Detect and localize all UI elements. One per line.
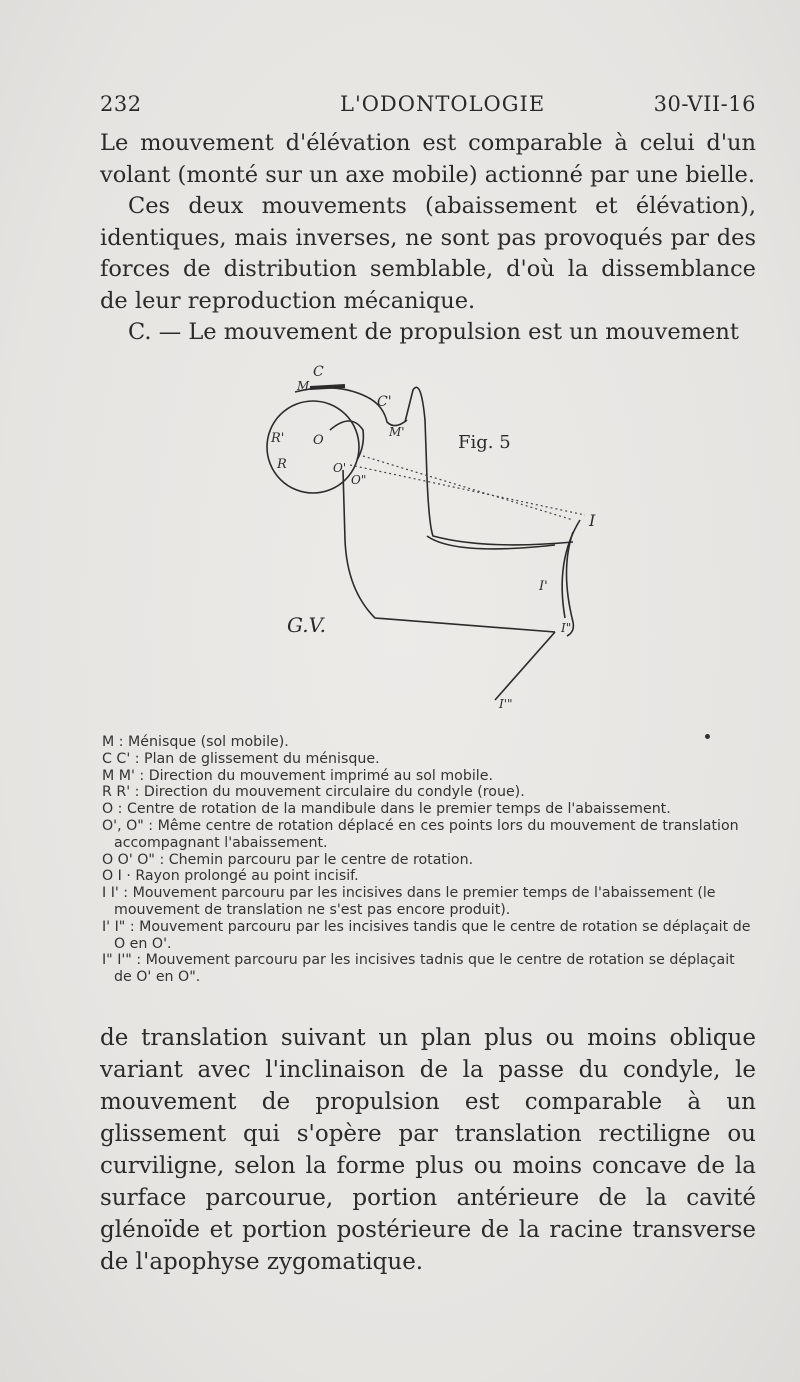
legend-item: O', O" : Même centre de rotation déplacé en ces points lors du mouvement de translation accompagnant l'abaissement. <box>102 817 739 851</box>
legend-item: R R' : Direction du mouvement circulaire du condyle (roue). <box>102 784 525 801</box>
paragraph: Ces deux mouvements (abaissement et élévation), identiques, mais inverses, ne sont pas provoqués par des forces de distribution semblable, d'où la dissemblance de leur reproduction mécanique. <box>100 193 756 314</box>
figure-5-diagram <box>255 360 615 710</box>
label-m: M <box>297 379 310 393</box>
incisor-arc-1 <box>562 520 580 618</box>
label-o-double: O" <box>351 473 367 487</box>
legend-item: I' I" : Mouvement parcouru par les incisives tandis que le centre de rotation se déplaçait de O en O'. <box>102 918 751 952</box>
label-c-prime: C' <box>377 394 392 410</box>
alveolar-line <box>427 536 555 549</box>
paragraph: Le mouvement d'élévation est comparable à celui d'un volant (monté sur un axe mobile) actionné par une bielle. <box>100 130 756 188</box>
mandible-sketch <box>255 360 615 710</box>
radius-o-i-prime <box>363 456 573 520</box>
paragraph: C. — Le mouvement de propulsion est un mouvement <box>128 319 739 345</box>
label-i-double: I" <box>561 621 572 635</box>
mandible-lower-border <box>343 470 555 632</box>
label-c: C <box>313 364 324 380</box>
ink-dot <box>705 734 710 739</box>
legend-item: O I · Rayon prolongé au point incisif. <box>102 868 359 885</box>
label-m-prime: M' <box>389 425 405 439</box>
running-header <box>100 92 756 124</box>
issue-date: 30-VII-16 <box>653 92 756 116</box>
paragraph: de translation suivant un plan plus ou moins oblique variant avec l'inclinaison de la passe du condyle, le mouvement de propulsion est comparable à un glissement qui s'opère par translation rectiligne ou curviligne, selon la forme plus ou moins concave de la surface parcourue, portion antérieure de la cavité glénoïde et portion postérieure de la racine transverse de l'apophyse zygomatique. <box>100 1025 756 1275</box>
label-r: R <box>277 457 287 472</box>
page-number: 232 <box>100 92 142 116</box>
meniscus-bar <box>310 386 345 388</box>
label-o-prime: O' <box>333 461 347 475</box>
coronoid-outline <box>405 387 573 545</box>
journal-title: L'ODONTOLOGIE <box>340 92 546 116</box>
top-text <box>100 128 756 349</box>
legend-item: I" I'" : Mouvement parcouru par les incisives tadnis que le centre de rotation se déplaçait de O' en O". <box>102 952 735 986</box>
legend-item: C C' : Plan de glissement du ménisque. <box>102 750 380 767</box>
radius-o-i <box>350 465 585 515</box>
legend-item: M : Ménisque (sol mobile). <box>102 734 289 750</box>
label-r-prime: R' <box>271 431 285 446</box>
label-o: O <box>313 433 324 448</box>
legend-item: O : Centre de rotation de la mandibule dans le premier temps de l'abaissement. <box>102 801 671 818</box>
label-i-triple: I'" <box>499 697 513 710</box>
legend-item: M M' : Direction du mouvement imprimé au sol mobile. <box>102 767 493 784</box>
signature: G.V. <box>287 613 326 637</box>
label-i-prime: I' <box>539 579 548 594</box>
figure-label: Fig. 5 <box>458 432 511 453</box>
legend-item: I I' : Mouvement parcouru par les incisives dans le premier temps de l'abaissement (le mouvement de translation ne s'est pas encore produit). <box>102 885 716 918</box>
figure-legend <box>102 734 756 986</box>
legend-item: O O' O" : Chemin parcouru par le centre de rotation. <box>102 851 474 868</box>
incisor-path-3 <box>495 632 555 700</box>
label-i: I <box>589 511 596 530</box>
bottom-text <box>100 1022 756 1278</box>
